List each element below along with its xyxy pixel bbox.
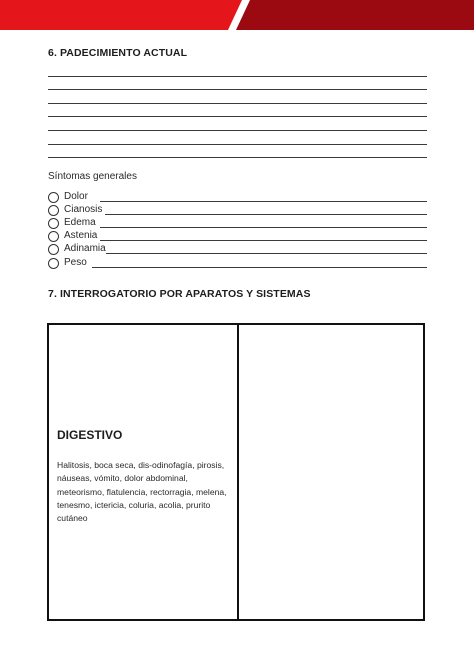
symptom-item-adinamia <box>48 243 427 256</box>
writing-line[interactable] <box>48 116 427 117</box>
writing-line[interactable] <box>48 157 427 158</box>
symptom-label: Peso <box>64 257 87 268</box>
cell-text-digestivo: Halitosis, boca seca, dis-odinofagía, pirosis, náuseas, vómito, dolor abdominal, meteorismo, flatulencia, rectorragia, melena, tenesmo, ictericia, coluria, acolia, prurito cutáneo <box>57 460 227 524</box>
symptom-label: Astenia <box>64 230 98 241</box>
symptoms-heading: Síntomas generales <box>48 171 137 182</box>
writing-line[interactable] <box>48 144 427 145</box>
answer-line[interactable] <box>100 240 427 241</box>
symptom-label: Edema <box>64 217 96 228</box>
answer-line[interactable] <box>100 227 427 228</box>
cell-title-digestivo: DIGESTIVO <box>57 428 123 442</box>
answer-line[interactable] <box>92 267 427 268</box>
systems-table <box>47 323 425 621</box>
writing-line[interactable] <box>48 89 427 90</box>
symptom-item-edema <box>48 217 427 230</box>
radio-button[interactable] <box>48 258 59 269</box>
empty-answer-cell[interactable] <box>239 325 423 619</box>
symptom-label: Adinamia <box>64 243 106 254</box>
symptom-item-peso <box>48 257 427 270</box>
symptom-label: Cianosis <box>64 204 103 215</box>
symptom-item-astenia <box>48 230 427 243</box>
answer-line[interactable] <box>100 201 427 202</box>
symptom-label: Dolor <box>64 191 88 202</box>
answer-line[interactable] <box>106 253 427 254</box>
writing-line[interactable] <box>48 76 427 77</box>
radio-button[interactable] <box>48 192 59 203</box>
writing-line[interactable] <box>48 103 427 104</box>
radio-button[interactable] <box>48 218 59 229</box>
section-title-interrogatorio: 7. INTERROGATORIO POR APARATOS Y SISTEMAS <box>48 288 311 300</box>
answer-line[interactable] <box>105 214 427 215</box>
radio-button[interactable] <box>48 231 59 242</box>
symptom-item-cianosis <box>48 204 427 217</box>
section-title-padecimiento-actual: 6. PADECIMIENTO ACTUAL <box>48 47 188 59</box>
radio-button[interactable] <box>48 205 59 216</box>
writing-line[interactable] <box>48 130 427 131</box>
symptom-item-dolor <box>48 191 427 204</box>
radio-button[interactable] <box>48 244 59 255</box>
header-banner-graphic <box>0 0 474 30</box>
header-banner <box>0 0 474 30</box>
